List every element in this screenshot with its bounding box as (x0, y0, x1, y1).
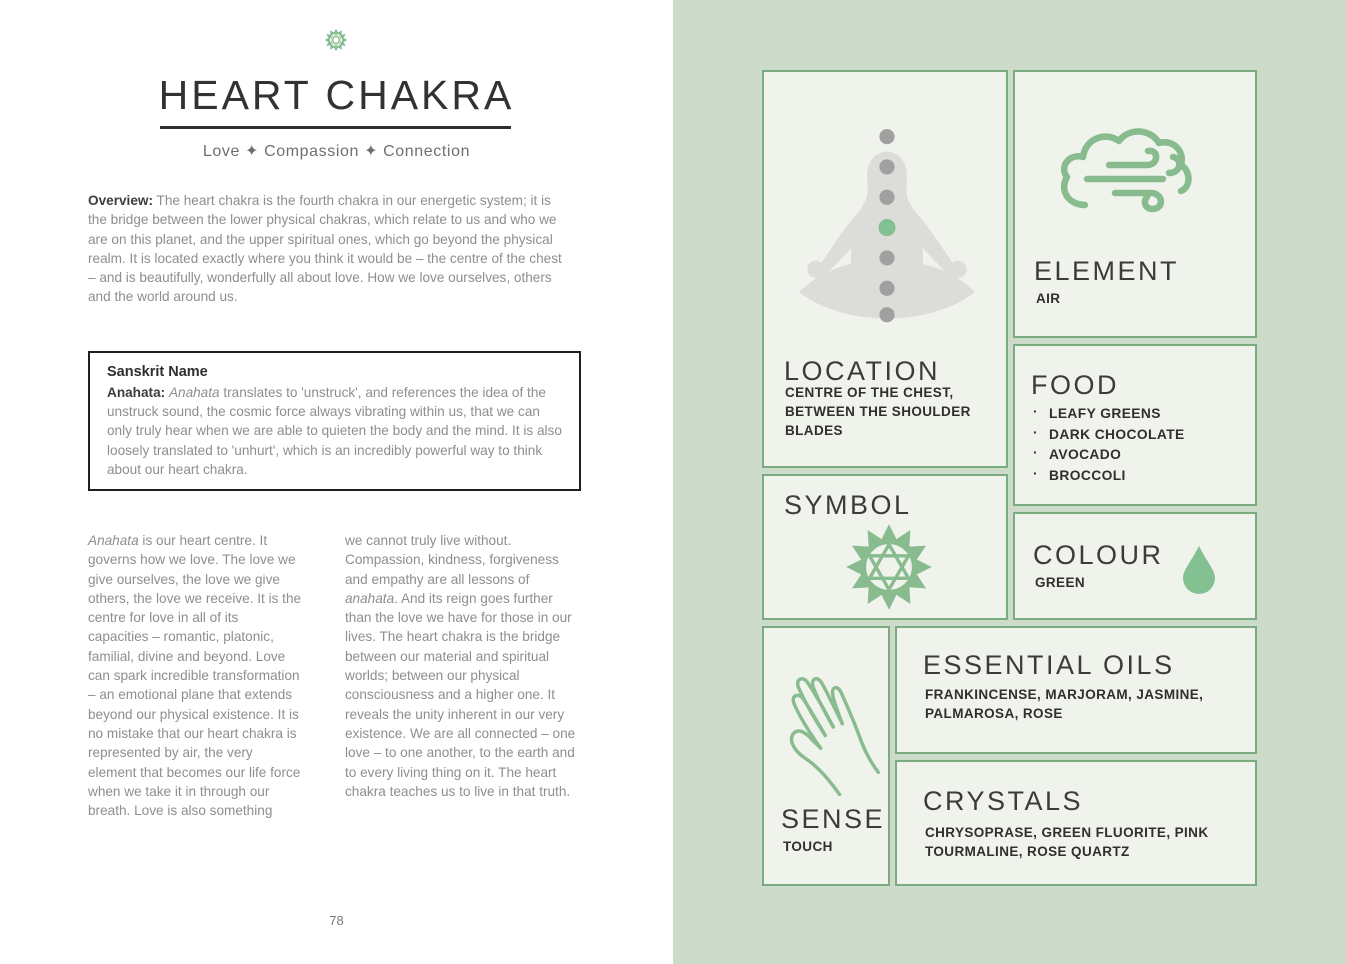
overview-paragraph (88, 191, 572, 307)
col1-text: is our heart centre. It governs how we love. The love we give ourselves, the love we give others, the love we receive. It is the centre for love in all of its capacities – romantic, platonic, familial, divine and beyond. Love can spark incredible transformation – an emotional plane that extends beyond our physical existence. It is no mistake that our heart chakra is represented by air, the very element that becomes our life force when we take it in through our breath. Love is also something (88, 533, 302, 819)
sanskrit-label: Anahata: (107, 385, 169, 400)
element-detail: AIR (1036, 291, 1061, 306)
location-card (762, 70, 1008, 468)
crystals-heading: CRYSTALS (923, 786, 1084, 816)
crystals-card (895, 760, 1257, 886)
wind-cloud-icon (1051, 118, 1201, 240)
col2-text-b: . And its reign goes further than the love we have for those in our lives. The heart chakra is the bridge between our material and spiritual worlds; between our physical consciousness and a higher one. It reveals the unity inherent in our very existence. We are all connected – one love – to one another, to the earth and to every living thing on it. The heart chakra teaches us to live in that truth. (345, 590, 576, 799)
anahata-symbol-icon (844, 522, 934, 612)
sanskrit-name-box (88, 351, 581, 491)
food-heading: FOOD (1031, 370, 1119, 400)
symbol-card (762, 474, 1008, 620)
green-droplet-icon (1179, 544, 1219, 594)
location-detail: CENTRE OF THE CHEST, BETWEEN THE SHOULDER BLADES (785, 385, 971, 438)
col2-italic-word: anahata (345, 590, 395, 606)
col1-italic-word: Anahata (88, 533, 139, 548)
colour-card (1013, 512, 1257, 620)
food-item: · LEAFY GREENS (1033, 406, 1185, 421)
food-card (1013, 344, 1257, 506)
sanskrit-italic-word: Anahata (168, 385, 220, 400)
page-title: HEART CHAKRA (158, 72, 515, 118)
heart-chakra-dot (878, 219, 895, 236)
element-card (1013, 70, 1257, 338)
sanskrit-box-body (107, 383, 562, 479)
page-number: 78 (329, 913, 344, 928)
symbol-heading: SYMBOL (784, 490, 912, 520)
page-subtitle: Love ✦ Compassion ✦ Connection (202, 143, 471, 160)
right-page (673, 0, 1346, 964)
sanskrit-text: translates to 'unstruck', and references the idea of the unstruck sound, the cosmic force always vibrating within us, that we can only truly hear when we are able to quieten the body and the mind. It is also loosely translated to 'unhurt', which is an incredibly powerful way to think about our heart chakra. (107, 385, 562, 477)
crystals-detail: CHRYSOPRASE, GREEN FLUORITE, PINK TOURMALINE, ROSE QUARTZ (925, 825, 1209, 859)
colour-detail: GREEN (1035, 575, 1086, 590)
food-list (1033, 406, 1185, 488)
food-item: · AVOCADO (1033, 447, 1185, 462)
location-heading: LOCATION (784, 356, 941, 386)
overview-text: The heart chakra is the fourth chakra in our energetic system; it is the bridge between the lower physical chakras, which relate to us and who we are on this planet, and the upper spiritual ones, which go beyond the physical realm. It is located exactly where you think it would be – the centre of the chest – and is beautifully, wonderfully all about love. How we love ourselves, others and the world around us. (88, 193, 562, 305)
food-item: · BROCCOLI (1033, 468, 1185, 483)
sense-heading: SENSE (781, 804, 886, 834)
sense-card (762, 626, 890, 886)
hand-touch-icon (776, 650, 880, 796)
essential-oils-card (895, 626, 1257, 754)
essential-oils-detail: FRANKINCENSE, MARJORAM, JASMINE, PALMAROSA, ROSE (925, 687, 1204, 721)
title-underline (160, 126, 511, 129)
food-item: · DARK CHOCOLATE (1033, 427, 1185, 442)
sense-detail: TOUCH (783, 839, 833, 854)
colour-heading: COLOUR (1033, 540, 1164, 570)
sanskrit-box-title: Sanskrit Name (107, 364, 208, 380)
anahata-chakra-icon (324, 28, 348, 52)
element-heading: ELEMENT (1034, 256, 1180, 286)
essential-oils-heading: ESSENTIAL OILS (923, 650, 1175, 680)
overview-label: Overview: (88, 193, 153, 208)
col2-text-a: we cannot truly live without. Compassion, kindness, forgiveness and empathy are all lessons of (345, 533, 559, 587)
body-column-left (88, 531, 302, 820)
body-column-right (345, 531, 576, 801)
meditation-figure-icon (778, 112, 996, 346)
